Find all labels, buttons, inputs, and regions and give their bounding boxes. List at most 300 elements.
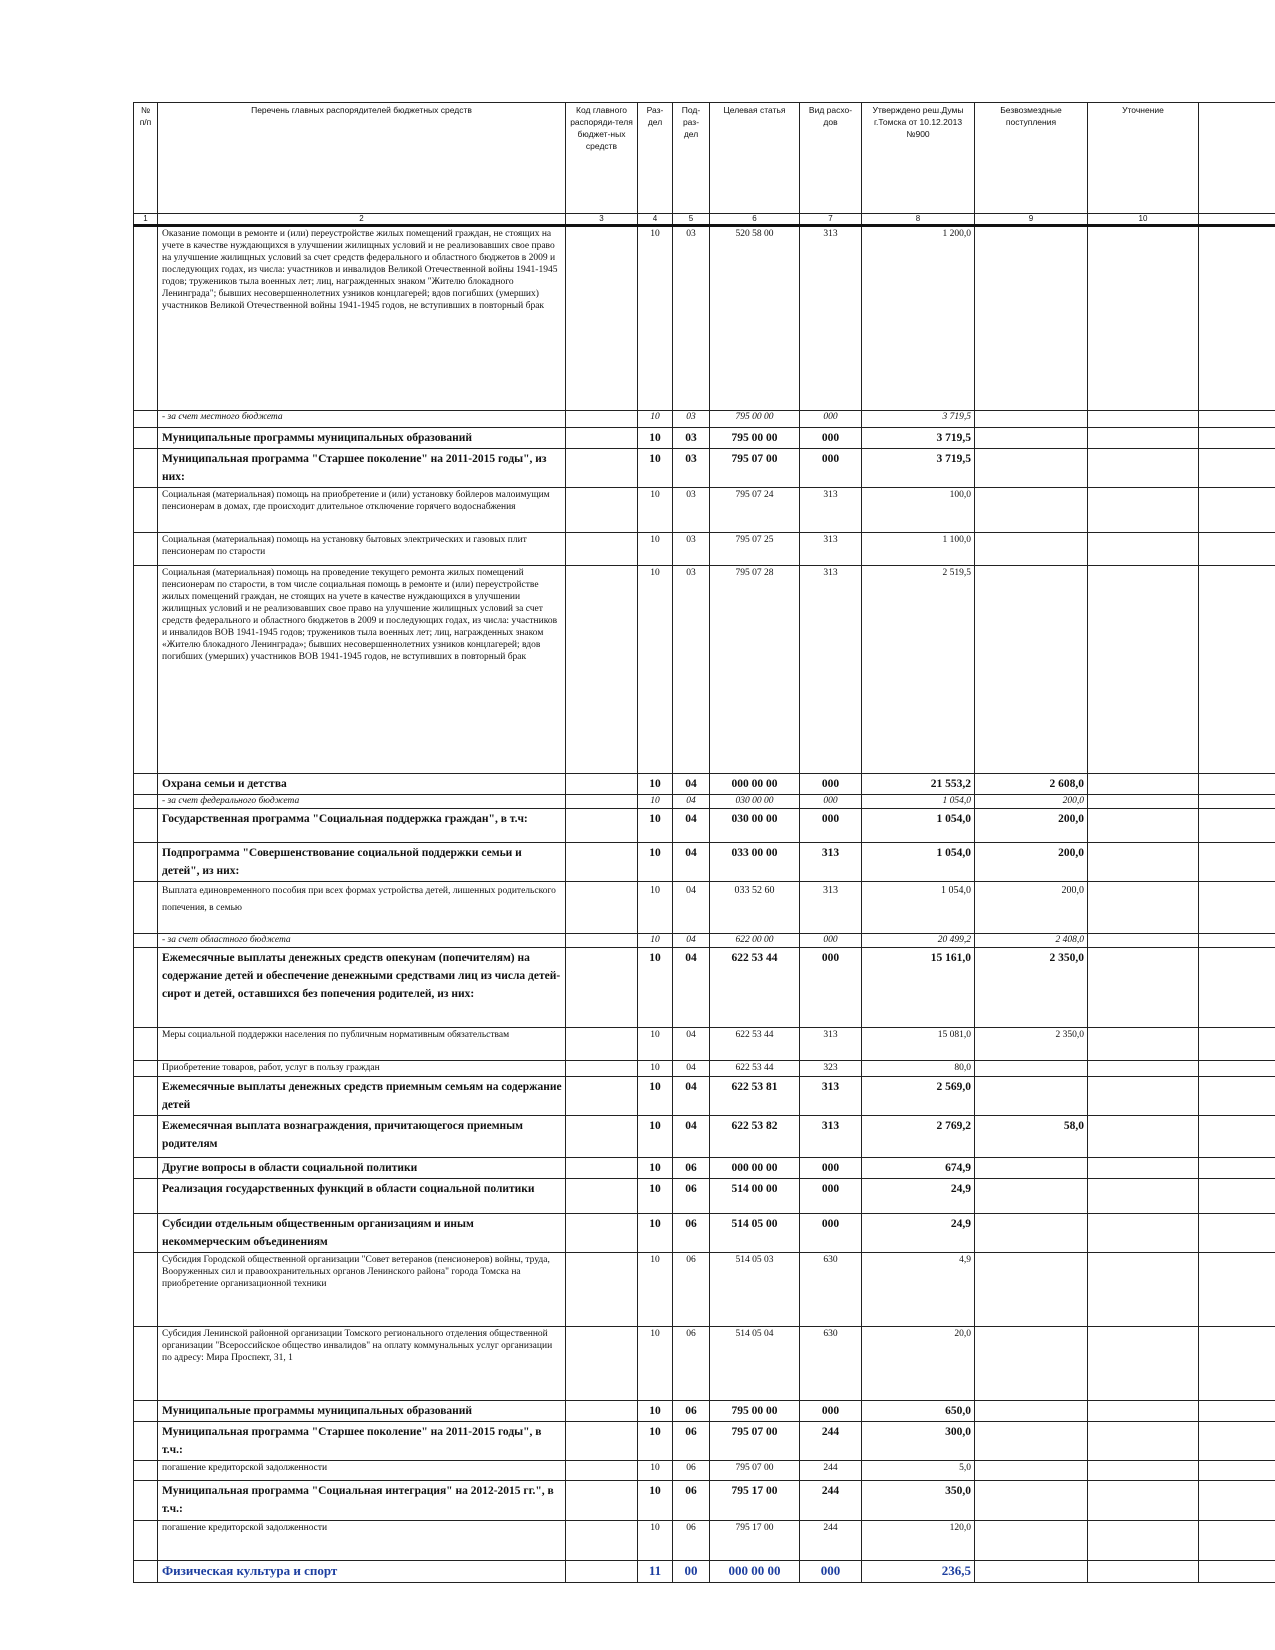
row-article-cell: 795 07 24: [710, 488, 800, 533]
row-expense-type-cell: 000: [800, 1158, 862, 1179]
row-article-cell: 795 07 00: [710, 449, 800, 488]
table-row: [134, 1061, 1275, 1077]
row-subsection-cell: 04: [673, 1028, 710, 1061]
row-name-cell: погашение кредиторской задолженности: [158, 1461, 566, 1481]
row-number-cell: [134, 1253, 158, 1327]
row-expense-type-cell: 000: [800, 934, 862, 948]
row-name-cell: Реализация государственных функций в области социальной политики: [158, 1179, 566, 1214]
row-grants-cell: [975, 1461, 1088, 1481]
row-code-cell: [566, 1401, 638, 1422]
row-expense-type-cell: 313: [800, 226, 862, 411]
row-code-cell: [566, 488, 638, 533]
column-number: 4: [638, 214, 673, 226]
row-section-cell: 10: [638, 843, 673, 882]
row-subsection-cell: 04: [673, 795, 710, 809]
header-expense-type: Вид расхо-дов: [800, 103, 862, 214]
row-section-cell: 10: [638, 1061, 673, 1077]
row-code-cell: [566, 533, 638, 566]
row-subsection-cell: 03: [673, 226, 710, 411]
row-name-cell: Субсидия Городской общественной организации "Совет ветеранов (пенсионеров) войны, труда, Вооруженных сил и правоохранительных органов Ленинского района" города Томска на приобретение организационной техники: [158, 1253, 566, 1327]
row-expense-type-cell: 000: [800, 795, 862, 809]
row-number-cell: [134, 226, 158, 411]
header-approved: Утверждено реш.Думы г.Томска от 10.12.2013 №900: [862, 103, 975, 214]
table-row: [134, 1401, 1275, 1422]
row-section-cell: 10: [638, 566, 673, 774]
row-clarification-cell: [1088, 1028, 1199, 1061]
row-grants-cell: [975, 1561, 1088, 1583]
row-grants-cell: 200,0: [975, 795, 1088, 809]
row-number-cell: [134, 882, 158, 934]
row-clarification-cell: [1088, 795, 1199, 809]
table-header-row: [134, 103, 1275, 214]
row-article-cell: 000 00 00: [710, 1561, 800, 1583]
row-clarification-cell: [1088, 1158, 1199, 1179]
row-extra-cell: [1199, 226, 1275, 411]
row-grants-cell: 2 350,0: [975, 948, 1088, 1028]
row-section-cell: 10: [638, 1253, 673, 1327]
row-number-cell: [134, 1481, 158, 1521]
row-approved-cell: 80,0: [862, 1061, 975, 1077]
table-row: [134, 566, 1275, 774]
table-row: [134, 1521, 1275, 1561]
row-number-cell: [134, 566, 158, 774]
row-name-cell: Муниципальная программа "Старшее поколение" на 2011-2015 годы", из них:: [158, 449, 566, 488]
row-approved-cell: 300,0: [862, 1422, 975, 1461]
table-row: [134, 1561, 1275, 1583]
table-row: [134, 934, 1275, 948]
row-number-cell: [134, 428, 158, 449]
row-expense-type-cell: 000: [800, 449, 862, 488]
row-subsection-cell: 03: [673, 428, 710, 449]
row-extra-cell: [1199, 843, 1275, 882]
row-subsection-cell: 04: [673, 948, 710, 1028]
row-article-cell: 030 00 00: [710, 809, 800, 843]
row-article-cell: 622 53 44: [710, 1061, 800, 1077]
row-subsection-cell: 06: [673, 1521, 710, 1561]
row-name-cell: Приобретение товаров, работ, услуг в пользу граждан: [158, 1061, 566, 1077]
row-clarification-cell: [1088, 1061, 1199, 1077]
row-approved-cell: 2 519,5: [862, 566, 975, 774]
header-grants: Безвозмездные поступления: [975, 103, 1088, 214]
row-article-cell: 622 53 44: [710, 1028, 800, 1061]
row-extra-cell: [1199, 1422, 1275, 1461]
table-row: [134, 1158, 1275, 1179]
row-article-cell: 795 00 00: [710, 428, 800, 449]
row-number-cell: [134, 948, 158, 1028]
column-number: 9: [975, 214, 1088, 226]
row-article-cell: 795 07 25: [710, 533, 800, 566]
row-section-cell: 10: [638, 948, 673, 1028]
row-grants-cell: [975, 1327, 1088, 1401]
row-grants-cell: [975, 1481, 1088, 1521]
table-body: [134, 226, 1275, 1583]
row-extra-cell: [1199, 1179, 1275, 1214]
row-article-cell: 622 53 82: [710, 1116, 800, 1158]
row-expense-type-cell: 000: [800, 1401, 862, 1422]
row-code-cell: [566, 566, 638, 774]
row-expense-type-cell: 323: [800, 1061, 862, 1077]
row-subsection-cell: 03: [673, 449, 710, 488]
row-code-cell: [566, 1422, 638, 1461]
row-name-cell: Ежемесячные выплаты денежных средств приемным семьям на содержание детей: [158, 1077, 566, 1116]
row-number-cell: [134, 843, 158, 882]
row-expense-type-cell: 630: [800, 1327, 862, 1401]
row-article-cell: 514 05 03: [710, 1253, 800, 1327]
row-code-cell: [566, 1481, 638, 1521]
row-code-cell: [566, 1028, 638, 1061]
row-grants-cell: [975, 449, 1088, 488]
row-section-cell: 10: [638, 449, 673, 488]
row-section-cell: 10: [638, 1481, 673, 1521]
row-article-cell: 030 00 00: [710, 795, 800, 809]
row-subsection-cell: 06: [673, 1158, 710, 1179]
row-clarification-cell: [1088, 1253, 1199, 1327]
row-section-cell: 10: [638, 428, 673, 449]
row-subsection-cell: 04: [673, 882, 710, 934]
row-code-cell: [566, 1179, 638, 1214]
row-clarification-cell: [1088, 882, 1199, 934]
row-grants-cell: 200,0: [975, 843, 1088, 882]
row-code-cell: [566, 1061, 638, 1077]
row-section-cell: 10: [638, 774, 673, 795]
row-extra-cell: [1199, 411, 1275, 428]
table-row: [134, 795, 1275, 809]
row-section-cell: 10: [638, 1028, 673, 1061]
row-approved-cell: 1 100,0: [862, 533, 975, 566]
column-number: 3: [566, 214, 638, 226]
column-number: 8: [862, 214, 975, 226]
row-subsection-cell: 06: [673, 1401, 710, 1422]
row-grants-cell: [975, 1422, 1088, 1461]
row-extra-cell: [1199, 1401, 1275, 1422]
table-row: [134, 226, 1275, 411]
row-extra-cell: [1199, 449, 1275, 488]
row-article-cell: 622 53 44: [710, 948, 800, 1028]
table-row: [134, 533, 1275, 566]
table-row: [134, 428, 1275, 449]
row-code-cell: [566, 882, 638, 934]
row-approved-cell: 3 719,5: [862, 449, 975, 488]
row-name-cell: Выплата единовременного пособия при всех формах устройства детей, лишенных родительского попечения, в семью: [158, 882, 566, 934]
row-number-cell: [134, 1116, 158, 1158]
row-section-cell: 11: [638, 1561, 673, 1583]
row-code-cell: [566, 843, 638, 882]
row-code-cell: [566, 1158, 638, 1179]
row-name-cell: Муниципальная программа "Социальная интеграция" на 2012-2015 гг.", в т.ч.:: [158, 1481, 566, 1521]
row-name-cell: - за счет местного бюджета: [158, 411, 566, 428]
row-expense-type-cell: 313: [800, 882, 862, 934]
row-section-cell: 10: [638, 809, 673, 843]
header-target-article: Целевая статья: [710, 103, 800, 214]
row-extra-cell: [1199, 774, 1275, 795]
row-name-cell: Муниципальные программы муниципальных образований: [158, 1401, 566, 1422]
row-name-cell: Ежемесячные выплаты денежных средств опекунам (попечителям) на содержание детей и обеспечение денежными средствами лиц из числа детей-сирот и детей, оставшихся без попечения родителей, из них:: [158, 948, 566, 1028]
row-section-cell: 10: [638, 411, 673, 428]
row-extra-cell: [1199, 795, 1275, 809]
row-article-cell: 000 00 00: [710, 1158, 800, 1179]
row-expense-type-cell: 000: [800, 1214, 862, 1253]
row-section-cell: 10: [638, 1077, 673, 1116]
row-name-cell: Физическая культура и спорт: [158, 1561, 566, 1583]
row-extra-cell: [1199, 809, 1275, 843]
row-section-cell: 10: [638, 533, 673, 566]
row-clarification-cell: [1088, 533, 1199, 566]
row-article-cell: 033 52 60: [710, 882, 800, 934]
row-approved-cell: 3 719,5: [862, 411, 975, 428]
row-article-cell: 520 58 00: [710, 226, 800, 411]
row-grants-cell: 58,0: [975, 1116, 1088, 1158]
header-extra: [1199, 103, 1275, 214]
row-code-cell: [566, 428, 638, 449]
row-grants-cell: 200,0: [975, 809, 1088, 843]
row-approved-cell: 15 161,0: [862, 948, 975, 1028]
row-name-cell: погашение кредиторской задолженности: [158, 1521, 566, 1561]
row-code-cell: [566, 1077, 638, 1116]
row-number-cell: [134, 1158, 158, 1179]
row-extra-cell: [1199, 1461, 1275, 1481]
row-clarification-cell: [1088, 566, 1199, 774]
row-approved-cell: 2 569,0: [862, 1077, 975, 1116]
row-number-cell: [134, 488, 158, 533]
row-number-cell: [134, 1077, 158, 1116]
row-section-cell: 10: [638, 1158, 673, 1179]
table-row: [134, 809, 1275, 843]
row-name-cell: Другие вопросы в области социальной политики: [158, 1158, 566, 1179]
row-grants-cell: [975, 1214, 1088, 1253]
table-row: [134, 1422, 1275, 1461]
row-number-cell: [134, 1561, 158, 1583]
row-section-cell: 10: [638, 1116, 673, 1158]
row-expense-type-cell: 313: [800, 566, 862, 774]
row-approved-cell: 1 054,0: [862, 882, 975, 934]
row-approved-cell: 2 769,2: [862, 1116, 975, 1158]
row-grants-cell: [975, 411, 1088, 428]
row-clarification-cell: [1088, 1521, 1199, 1561]
row-number-cell: [134, 1461, 158, 1481]
row-approved-cell: 15 081,0: [862, 1028, 975, 1061]
row-section-cell: 10: [638, 1521, 673, 1561]
row-subsection-cell: 06: [673, 1481, 710, 1521]
row-clarification-cell: [1088, 1116, 1199, 1158]
row-article-cell: 795 07 00: [710, 1422, 800, 1461]
row-article-cell: 795 17 00: [710, 1521, 800, 1561]
row-number-cell: [134, 1401, 158, 1422]
row-extra-cell: [1199, 533, 1275, 566]
row-number-cell: [134, 1028, 158, 1061]
row-section-cell: 10: [638, 1214, 673, 1253]
row-approved-cell: 1 054,0: [862, 809, 975, 843]
row-name-cell: Социальная (материальная) помощь на проведение текущего ремонта жилых помещений пенсионерам по старости, в том числе социальная помощь в ремонте и (или) переустройстве жилых помещений граждан, не стоящих на учете в качестве нуждающихся в улучшении жилищных условий и не реализовавших свое право на улучшение жилищных условий за счет средств федерального и областного бюджетов в 2009 и последующих годах, из числа: участников и инвалидов ВОВ 1941-1945 годов; тружеников тыла военных лет; лиц, награжденных знаком «Жителю блокадного Ленинграда»; бывших несовершеннолетних узников концлагерей; вдов погибших (умерших) участников ВОВ 1941-1945 годов, не вступивших в повторный брак: [158, 566, 566, 774]
row-extra-cell: [1199, 1561, 1275, 1583]
row-clarification-cell: [1088, 449, 1199, 488]
column-number: 7: [800, 214, 862, 226]
row-subsection-cell: 04: [673, 1061, 710, 1077]
row-approved-cell: 1 200,0: [862, 226, 975, 411]
table-row: [134, 1327, 1275, 1401]
row-approved-cell: 350,0: [862, 1481, 975, 1521]
row-name-cell: Муниципальные программы муниципальных образований: [158, 428, 566, 449]
column-number: 2: [158, 214, 566, 226]
row-section-cell: 10: [638, 1461, 673, 1481]
row-code-cell: [566, 226, 638, 411]
row-approved-cell: 100,0: [862, 488, 975, 533]
row-approved-cell: 1 054,0: [862, 843, 975, 882]
row-name-cell: Социальная (материальная) помощь на приобретение и (или) установку бойлеров малоимущим пенсионерам в домах, где происходит длительное отключение горячего водоснабжения: [158, 488, 566, 533]
row-expense-type-cell: 000: [800, 1179, 862, 1214]
row-approved-cell: 21 553,2: [862, 774, 975, 795]
row-code-cell: [566, 1461, 638, 1481]
table-row: [134, 1028, 1275, 1061]
row-subsection-cell: 03: [673, 488, 710, 533]
row-code-cell: [566, 1214, 638, 1253]
row-clarification-cell: [1088, 1461, 1199, 1481]
header-number: № п/п: [134, 103, 158, 214]
row-number-cell: [134, 795, 158, 809]
row-clarification-cell: [1088, 1077, 1199, 1116]
row-number-cell: [134, 1214, 158, 1253]
row-approved-cell: 650,0: [862, 1401, 975, 1422]
row-extra-cell: [1199, 1028, 1275, 1061]
row-extra-cell: [1199, 882, 1275, 934]
row-section-cell: 10: [638, 795, 673, 809]
row-grants-cell: [975, 226, 1088, 411]
row-clarification-cell: [1088, 1422, 1199, 1461]
row-grants-cell: [975, 488, 1088, 533]
row-expense-type-cell: 313: [800, 1077, 862, 1116]
row-number-cell: [134, 1179, 158, 1214]
table-row: [134, 1461, 1275, 1481]
row-code-cell: [566, 809, 638, 843]
table-row: [134, 1253, 1275, 1327]
row-name-cell: Муниципальная программа "Старшее поколение" на 2011-2015 годы", в т.ч.:: [158, 1422, 566, 1461]
row-extra-cell: [1199, 1253, 1275, 1327]
row-number-cell: [134, 1061, 158, 1077]
row-extra-cell: [1199, 1481, 1275, 1521]
table-row: [134, 1116, 1275, 1158]
table-row: [134, 1481, 1275, 1521]
row-subsection-cell: 04: [673, 1077, 710, 1116]
row-approved-cell: 24,9: [862, 1214, 975, 1253]
row-section-cell: 10: [638, 1179, 673, 1214]
row-clarification-cell: [1088, 1401, 1199, 1422]
row-subsection-cell: 00: [673, 1561, 710, 1583]
row-code-cell: [566, 449, 638, 488]
row-extra-cell: [1199, 1327, 1275, 1401]
row-name-cell: Субсидии отдельным общественным организациям и иным некоммерческим объединениям: [158, 1214, 566, 1253]
row-name-cell: Оказание помощи в ремонте и (или) переустройстве жилых помещений граждан, не стоящих на учете в качестве нуждающихся в улучшении жилищных условий и не реализовавших свое право на улучшение жилищных условий за счет средств федерального и областного бюджетов в 2009 и последующих годах, из числа: участников и инвалидов Великой Отечественной войны 1941-1945 годов; тружеников тыла военных лет; лиц, награжденных знаком "Жителю блокадного Ленинграда"; бывших несовершеннолетних узников концлагерей; вдов погибших (умерших) участников Великой Отечественной войны 1941-1945 годов, не вступивших в повторный брак: [158, 226, 566, 411]
row-approved-cell: 1 054,0: [862, 795, 975, 809]
row-article-cell: 000 00 00: [710, 774, 800, 795]
row-grants-cell: [975, 1179, 1088, 1214]
row-clarification-cell: [1088, 934, 1199, 948]
row-extra-cell: [1199, 1521, 1275, 1561]
column-number: 1: [134, 214, 158, 226]
row-grants-cell: [975, 1253, 1088, 1327]
row-name-cell: - за счет федерального бюджета: [158, 795, 566, 809]
row-grants-cell: 200,0: [975, 882, 1088, 934]
row-approved-cell: 120,0: [862, 1521, 975, 1561]
row-subsection-cell: 03: [673, 533, 710, 566]
row-approved-cell: 20 499,2: [862, 934, 975, 948]
budget-table: [133, 102, 1275, 1583]
row-expense-type-cell: 244: [800, 1481, 862, 1521]
row-number-cell: [134, 1327, 158, 1401]
table-row: [134, 774, 1275, 795]
row-grants-cell: [975, 1521, 1088, 1561]
row-code-cell: [566, 795, 638, 809]
row-subsection-cell: 04: [673, 1116, 710, 1158]
row-grants-cell: [975, 428, 1088, 449]
row-grants-cell: [975, 533, 1088, 566]
row-number-cell: [134, 1521, 158, 1561]
row-code-cell: [566, 1521, 638, 1561]
row-section-cell: 10: [638, 226, 673, 411]
row-name-cell: - за счет областного бюджета: [158, 934, 566, 948]
row-code-cell: [566, 774, 638, 795]
table-row: [134, 1077, 1275, 1116]
header-recipients: Перечень главных распорядителей бюджетных средств: [158, 103, 566, 214]
row-extra-cell: [1199, 1077, 1275, 1116]
row-article-cell: 514 05 00: [710, 1214, 800, 1253]
row-clarification-cell: [1088, 843, 1199, 882]
row-approved-cell: 674,9: [862, 1158, 975, 1179]
row-extra-cell: [1199, 1116, 1275, 1158]
row-extra-cell: [1199, 1214, 1275, 1253]
row-expense-type-cell: 244: [800, 1422, 862, 1461]
row-expense-type-cell: 000: [800, 774, 862, 795]
row-grants-cell: 2 608,0: [975, 774, 1088, 795]
row-code-cell: [566, 1116, 638, 1158]
row-clarification-cell: [1088, 488, 1199, 533]
row-extra-cell: [1199, 488, 1275, 533]
table-row: [134, 411, 1275, 428]
row-grants-cell: [975, 1061, 1088, 1077]
column-number: 6: [710, 214, 800, 226]
row-section-cell: 10: [638, 934, 673, 948]
row-clarification-cell: [1088, 948, 1199, 1028]
row-clarification-cell: [1088, 1327, 1199, 1401]
row-grants-cell: [975, 1158, 1088, 1179]
row-subsection-cell: 06: [673, 1461, 710, 1481]
row-article-cell: 795 17 00: [710, 1481, 800, 1521]
row-clarification-cell: [1088, 1481, 1199, 1521]
row-section-cell: 10: [638, 1401, 673, 1422]
row-expense-type-cell: 000: [800, 411, 862, 428]
row-article-cell: 622 53 81: [710, 1077, 800, 1116]
row-expense-type-cell: 630: [800, 1253, 862, 1327]
row-expense-type-cell: 000: [800, 809, 862, 843]
row-approved-cell: 5,0: [862, 1461, 975, 1481]
row-code-cell: [566, 934, 638, 948]
table-row: [134, 882, 1275, 934]
row-clarification-cell: [1088, 411, 1199, 428]
row-extra-cell: [1199, 566, 1275, 774]
table-row: [134, 948, 1275, 1028]
row-extra-cell: [1199, 1158, 1275, 1179]
row-number-cell: [134, 411, 158, 428]
row-name-cell: Государственная программа "Социальная поддержка граждан", в т.ч:: [158, 809, 566, 843]
row-name-cell: Подпрограмма "Совершенствование социальной поддержки семьи и детей", из них:: [158, 843, 566, 882]
row-number-cell: [134, 774, 158, 795]
row-clarification-cell: [1088, 809, 1199, 843]
row-clarification-cell: [1088, 428, 1199, 449]
table-row: [134, 488, 1275, 533]
row-subsection-cell: 06: [673, 1327, 710, 1401]
row-code-cell: [566, 948, 638, 1028]
row-expense-type-cell: 244: [800, 1461, 862, 1481]
row-subsection-cell: 04: [673, 934, 710, 948]
row-article-cell: 795 07 28: [710, 566, 800, 774]
